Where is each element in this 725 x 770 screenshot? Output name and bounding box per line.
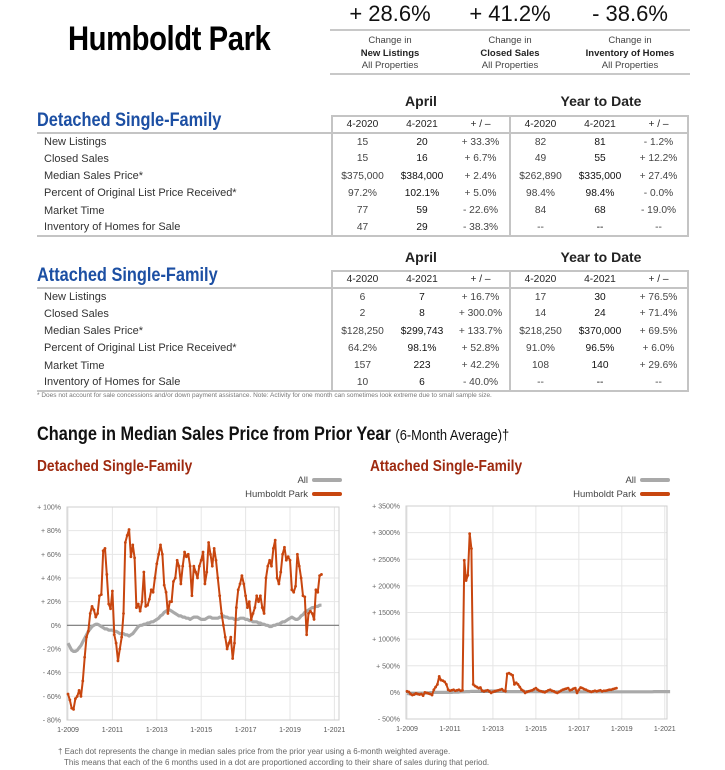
- y-tick-label: + 60%: [40, 551, 61, 559]
- kpi-label-line: Change in: [608, 35, 652, 46]
- cell-value: 16: [416, 153, 428, 165]
- cell-value: + 12.2%: [630, 150, 688, 167]
- kpi-label-line: Change in: [368, 35, 412, 46]
- row-label: Market Time: [44, 204, 105, 217]
- cell-value: 47: [332, 219, 392, 236]
- kpi-label-metric: Inventory of Homes: [585, 47, 675, 59]
- column-header: 4-2020: [510, 116, 570, 133]
- kpi-inventory: [570, 0, 690, 30]
- table-row: [37, 219, 688, 236]
- cell-value: 68: [594, 205, 606, 217]
- x-tick-label: 1-2017: [234, 727, 257, 734]
- x-tick-label: 1-2021: [323, 727, 346, 734]
- x-tick-label: 1-2013: [482, 726, 504, 733]
- kpi-label-metric: New Listings: [360, 47, 420, 59]
- kpi-label-scope: All Properties: [361, 60, 419, 71]
- cell-value: - 38.3%: [452, 219, 510, 236]
- cell-value: 2: [332, 305, 392, 322]
- table-title-attached: Attached Single-Family: [37, 265, 218, 286]
- kpi-label-closed-sales: [450, 31, 570, 73]
- cell-value: + 27.4%: [630, 168, 688, 185]
- kpi-value: - 38.6%: [592, 1, 668, 26]
- x-tick-label: 1-2011: [439, 726, 461, 733]
- period-ytd: Year to Date: [560, 93, 642, 109]
- cell-value: $375,000: [332, 168, 392, 185]
- cell-value: - 0.0%: [630, 185, 688, 202]
- table-title-detached: Detached Single-Family: [37, 110, 222, 131]
- row-label: Closed Sales: [44, 152, 109, 165]
- cell-value: --: [630, 219, 688, 236]
- cell-value: 91.0%: [510, 340, 570, 357]
- cell-value: 49: [510, 150, 570, 167]
- cell-value: - 22.6%: [462, 205, 499, 217]
- charts-title-suffix: (6-Month Average)†: [395, 427, 510, 444]
- y-tick-label: + 1000%: [372, 636, 400, 644]
- cell-value: + 2.4%: [464, 170, 497, 182]
- row-label: Median Sales Price*: [44, 170, 144, 183]
- legend-swatch-all: [640, 478, 670, 482]
- column-header: + / –: [630, 271, 688, 288]
- x-tick-label: 1-2015: [524, 726, 547, 733]
- cell-value: 140: [591, 360, 609, 372]
- row-label: New Listings: [44, 291, 107, 304]
- cell-value: 64.2%: [332, 340, 392, 357]
- legend-swatch-all: [312, 478, 342, 482]
- cell-value: + 52.8%: [461, 342, 500, 354]
- row-label: Inventory of Homes for Sale: [37, 374, 332, 391]
- page-title: Humboldt Park: [68, 20, 271, 58]
- y-tick-label: + 3000%: [372, 530, 400, 538]
- table-row: [37, 357, 688, 374]
- charts-section-title: [37, 424, 509, 446]
- cell-value: 157: [332, 357, 392, 374]
- legend-label-local: Humboldt Park: [573, 489, 636, 500]
- column-header: 4-2021: [570, 271, 630, 288]
- cell-value: 96.5%: [585, 342, 615, 354]
- cell-value: + 33.3%: [461, 136, 500, 148]
- cell-value: 223: [413, 360, 431, 372]
- kpi-new-listings: [330, 0, 450, 30]
- cell-value: 6: [392, 374, 452, 391]
- cell-value: $262,890: [510, 168, 570, 185]
- period-ytd: Year to Date: [560, 249, 642, 265]
- column-header: + / –: [452, 116, 510, 133]
- legend-label-all: All: [297, 475, 308, 486]
- cell-value: --: [630, 374, 688, 391]
- table-row: [37, 168, 688, 185]
- column-header: 4-2021: [570, 116, 630, 133]
- cell-value: 17: [510, 288, 570, 305]
- row-label: Market Time: [44, 359, 105, 372]
- cell-value: 98.4%: [510, 185, 570, 202]
- cell-value: 14: [510, 305, 570, 322]
- cell-value: $384,000: [400, 170, 444, 182]
- period-month: April: [405, 93, 437, 109]
- legend-label-all: All: [625, 475, 636, 486]
- cell-value: - 19.0%: [630, 202, 688, 219]
- kpi-label-inventory: [570, 31, 690, 73]
- cell-value: $128,250: [332, 323, 392, 340]
- kpi-value: + 41.2%: [469, 1, 551, 26]
- cell-value: 98.4%: [585, 187, 615, 199]
- cell-value: 8: [419, 308, 425, 320]
- legend-all: [518, 475, 670, 486]
- table-row: [37, 340, 688, 357]
- table-footnote: * Does not account for sale concessions and/or down payment assistance. Note: Activity for one month can sometimes look extreme due to small sample size.: [37, 392, 492, 399]
- y-tick-label: - 40%: [42, 670, 61, 678]
- x-tick-label: 1-2015: [190, 727, 213, 734]
- y-tick-label: 0%: [389, 689, 400, 697]
- cell-value: + 69.5%: [630, 323, 688, 340]
- column-header: 4-2021: [392, 271, 452, 288]
- charts-title-main: Change in Median Sales Price from Prior Year: [37, 424, 391, 445]
- cell-value: + 6.0%: [630, 340, 688, 357]
- row-label: New Listings: [44, 136, 107, 149]
- cell-value: --: [510, 374, 570, 391]
- column-header: + / –: [452, 271, 510, 288]
- header-spacer: [37, 271, 332, 288]
- table-row: [37, 323, 688, 340]
- cell-value: + 300.0%: [458, 308, 503, 320]
- cell-value: $299,743: [400, 325, 444, 337]
- kpi-divider-bottom: [330, 73, 690, 75]
- cell-value: 30: [594, 291, 606, 303]
- x-tick-label: 1-2021: [653, 726, 676, 733]
- table-row: [37, 185, 688, 202]
- cell-value: + 16.7%: [461, 291, 500, 303]
- cell-value: + 5.0%: [464, 187, 497, 199]
- table-row: [37, 202, 688, 219]
- y-tick-label: + 1500%: [372, 610, 400, 617]
- cell-value: 82: [510, 133, 570, 150]
- chart-footnote: [58, 746, 489, 768]
- cell-value: $335,000: [578, 170, 622, 182]
- y-tick-label: + 2000%: [372, 583, 400, 591]
- row-label: Percent of Original List Price Received*: [44, 187, 237, 200]
- table-row: [37, 305, 688, 322]
- legend-label-local: Humboldt Park: [245, 489, 308, 500]
- y-tick-label: - 20%: [42, 646, 61, 654]
- kpi-label-line: Change in: [488, 35, 532, 46]
- row-label: Median Sales Price*: [44, 325, 144, 338]
- cell-value: $218,250: [510, 323, 570, 340]
- cell-value: 20: [416, 136, 428, 148]
- y-tick-label: - 500%: [377, 716, 400, 724]
- chart-title-attached: Attached Single-Family: [370, 458, 523, 475]
- footnote-line-1: † Each dot represents the change in median sales price from the prior year using a 6-month weighted average.: [58, 747, 451, 756]
- table-row: [37, 288, 688, 305]
- series-local-line: [68, 530, 322, 710]
- cell-value: --: [570, 219, 630, 236]
- legend-all: [190, 475, 342, 486]
- cell-value: + 29.6%: [630, 357, 688, 374]
- cell-value: 84: [510, 202, 570, 219]
- table-row: [37, 150, 688, 167]
- column-header: 4-2021: [392, 116, 452, 133]
- cell-value: $370,000: [578, 325, 622, 337]
- x-tick-label: 1-2019: [610, 726, 633, 733]
- y-tick-label: + 80%: [40, 528, 61, 536]
- y-tick-label: + 20%: [40, 599, 61, 607]
- cell-value: 59: [416, 205, 428, 217]
- cell-value: + 71.4%: [630, 305, 688, 322]
- period-month: April: [405, 249, 437, 265]
- row-label: Inventory of Homes for Sale: [37, 219, 332, 236]
- cell-value: 97.2%: [332, 185, 392, 202]
- cell-value: + 76.5%: [630, 288, 688, 305]
- y-tick-label: + 3500%: [372, 503, 400, 511]
- series-all-line: [68, 605, 322, 651]
- cell-value: 77: [332, 202, 392, 219]
- chart-title-detached: Detached Single-Family: [37, 458, 193, 475]
- cell-value: --: [570, 374, 630, 391]
- column-header: 4-2020: [332, 271, 392, 288]
- cell-value: 98.1%: [407, 342, 437, 354]
- kpi-label-scope: All Properties: [601, 60, 659, 71]
- y-tick-label: + 500%: [376, 663, 400, 671]
- cell-value: 29: [392, 219, 452, 236]
- cell-value: --: [510, 219, 570, 236]
- footnote-line-2: This means that each of the 6 months used in a dot are proportioned according to their share of sales during that period.: [64, 758, 490, 767]
- y-tick-label: - 60%: [42, 693, 61, 701]
- series-local-line: [407, 534, 616, 696]
- kpi-value: + 28.6%: [349, 1, 431, 26]
- x-tick-label: 1-2009: [57, 727, 79, 734]
- y-tick-label: + 100%: [37, 504, 61, 512]
- kpi-label-new-listings: [330, 31, 450, 73]
- cell-value: 24: [594, 308, 606, 320]
- column-header: 4-2020: [332, 116, 392, 133]
- table-row: [37, 374, 688, 391]
- cell-value: 7: [419, 291, 425, 303]
- cell-value: + 133.7%: [458, 325, 503, 337]
- cell-value: - 1.2%: [630, 133, 688, 150]
- cell-value: + 6.7%: [464, 153, 497, 165]
- cell-value: 102.1%: [404, 187, 440, 199]
- cell-value: 55: [594, 153, 606, 165]
- x-tick-label: 1-2013: [145, 727, 168, 734]
- cell-value: 6: [332, 288, 392, 305]
- row-label: Percent of Original List Price Received*: [44, 342, 237, 355]
- cell-value: 81: [594, 136, 606, 148]
- kpi-label-scope: All Properties: [481, 60, 539, 71]
- cell-value: - 40.0%: [452, 374, 510, 391]
- cell-value: 15: [332, 150, 392, 167]
- kpi-closed-sales: [450, 0, 570, 30]
- y-tick-label: 0%: [50, 622, 61, 630]
- x-tick-label: 1-2011: [101, 727, 124, 734]
- line-chart-attached: [355, 495, 725, 740]
- cell-value: 10: [332, 374, 392, 391]
- column-header: 4-2020: [510, 271, 570, 288]
- y-tick-label: + 40%: [40, 575, 61, 583]
- cell-value: 108: [510, 357, 570, 374]
- header-spacer: [37, 116, 332, 133]
- y-tick-label: - 80%: [42, 717, 61, 725]
- table-row: [37, 133, 688, 150]
- row-label: Closed Sales: [44, 307, 109, 320]
- cell-value: 15: [332, 133, 392, 150]
- y-tick-label: + 2500%: [372, 556, 400, 564]
- column-header: + / –: [630, 116, 688, 133]
- cell-value: + 42.2%: [461, 360, 500, 372]
- kpi-label-metric: Closed Sales: [480, 47, 540, 59]
- x-tick-label: 1-2017: [567, 726, 590, 733]
- line-chart-detached: [0, 495, 360, 740]
- x-tick-label: 1-2019: [279, 727, 301, 734]
- x-tick-label: 1-2009: [396, 726, 418, 733]
